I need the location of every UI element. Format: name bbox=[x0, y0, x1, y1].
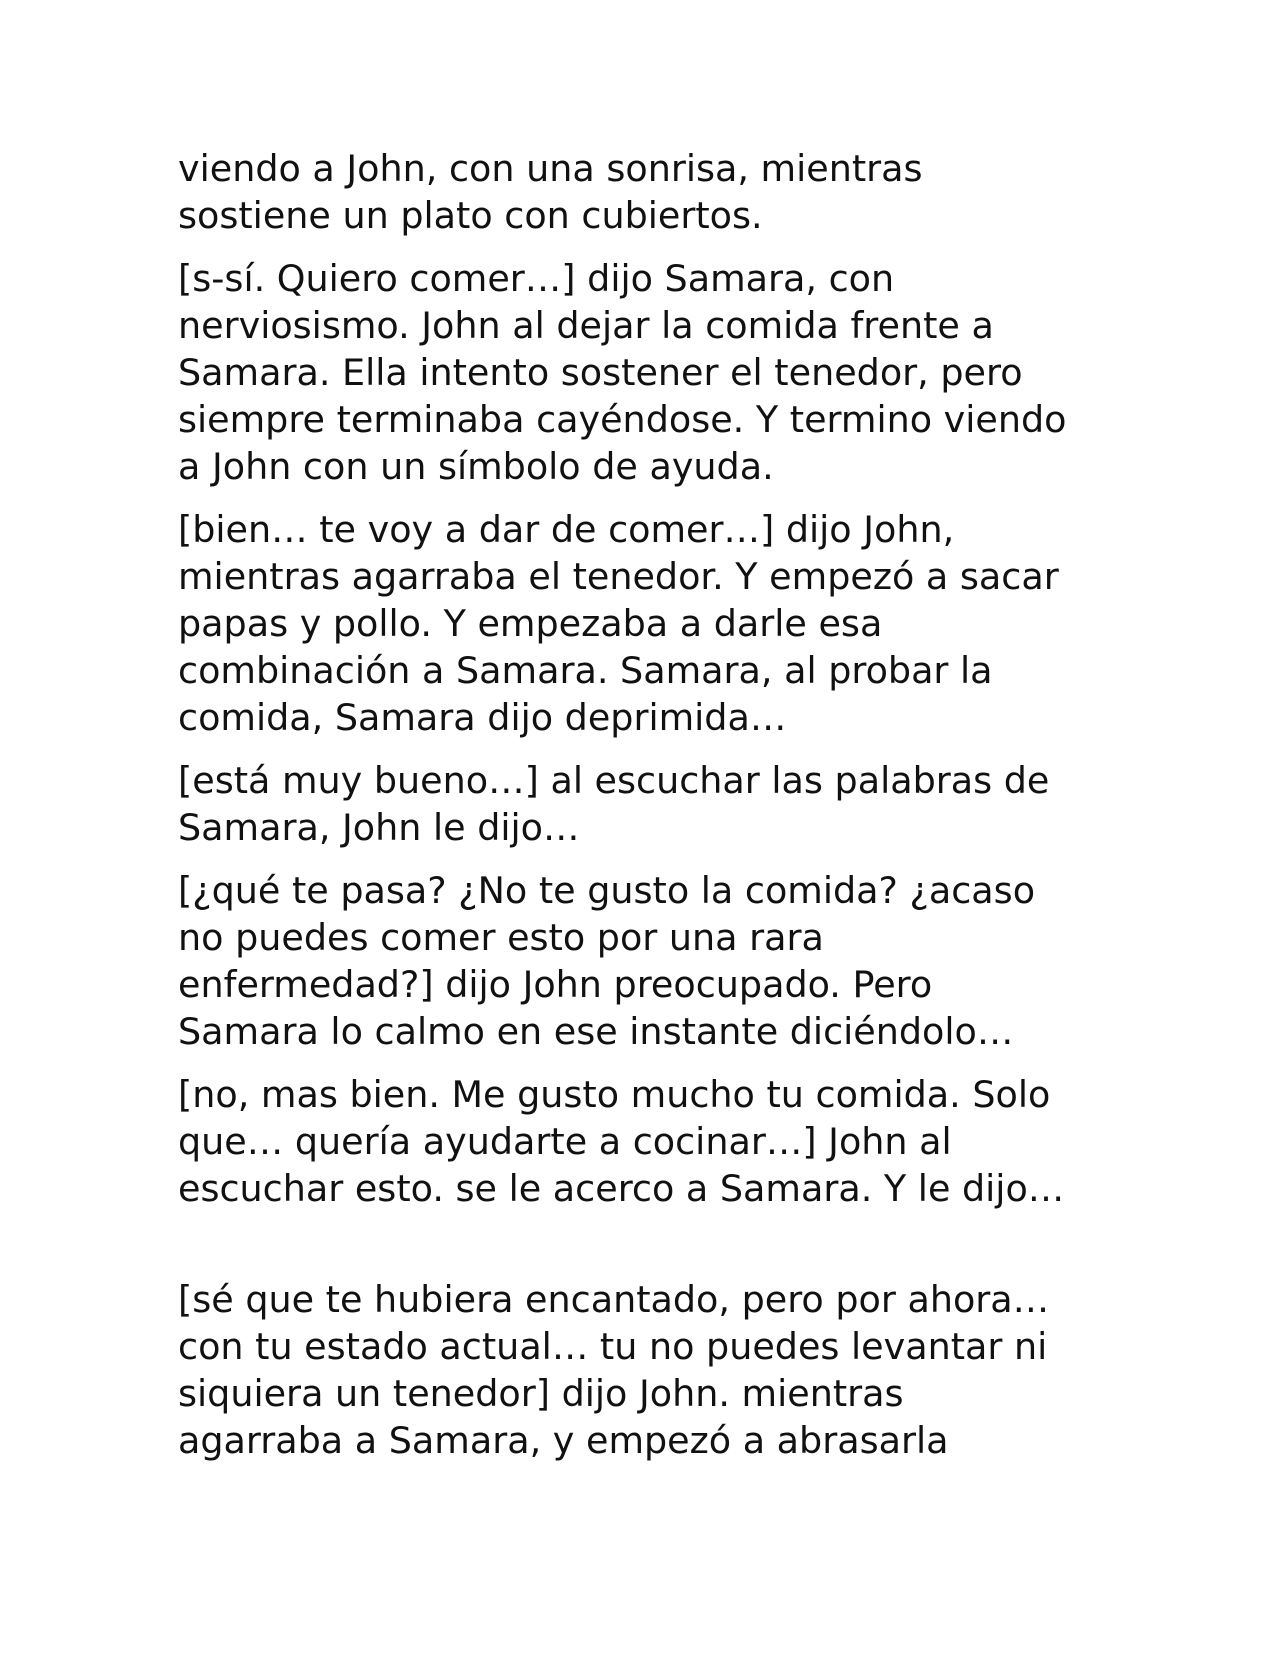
paragraph-1: viendo a John, con una sonrisa, mientras sostiene un plato con cubiertos. bbox=[178, 147, 923, 237]
paragraph-6: [no, mas bien. Me gusto mucho tu comida. Solo que… quería ayudarte a cocinar…] John al escuchar esto. se le acerco a Samara. Y le dijo… bbox=[178, 1073, 1065, 1210]
paragraph-4: [está muy bueno…] al escuchar las palabras de Samara, John le dijo… bbox=[178, 759, 1050, 849]
paragraph-7: [sé que te hubiera encantado, pero por ahora… con tu estado actual… tu no puedes levantar ni siquiera un tenedor] dijo John. mientras agarraba a Samara, y empezó a abrasarla bbox=[178, 1278, 1050, 1462]
paragraph-3: [bien… te voy a dar de comer…] dijo John, mientras agarraba el tenedor. Y empezó a sacar papas y pollo. Y empezaba a darle esa combinación a Samara. Samara, al probar la comida, Samara dijo deprimida… bbox=[178, 508, 1059, 739]
paragraph-5: [¿qué te pasa? ¿No te gusto la comida? ¿acaso no puedes comer esto por una rara enfermedad?] dijo John preocupado. Pero Samara lo calmo en ese instante diciéndolo… bbox=[178, 869, 1036, 1053]
story-text bbox=[178, 145, 1108, 1480]
paragraph-2: [s-sí. Quiero comer…] dijo Samara, con nerviosismo. John al dejar la comida frente a Samara. Ella intento sostener el tenedor, pero siempre terminaba cayéndose. Y termino viendo a John con un símbolo de ayuda. bbox=[178, 257, 1067, 488]
